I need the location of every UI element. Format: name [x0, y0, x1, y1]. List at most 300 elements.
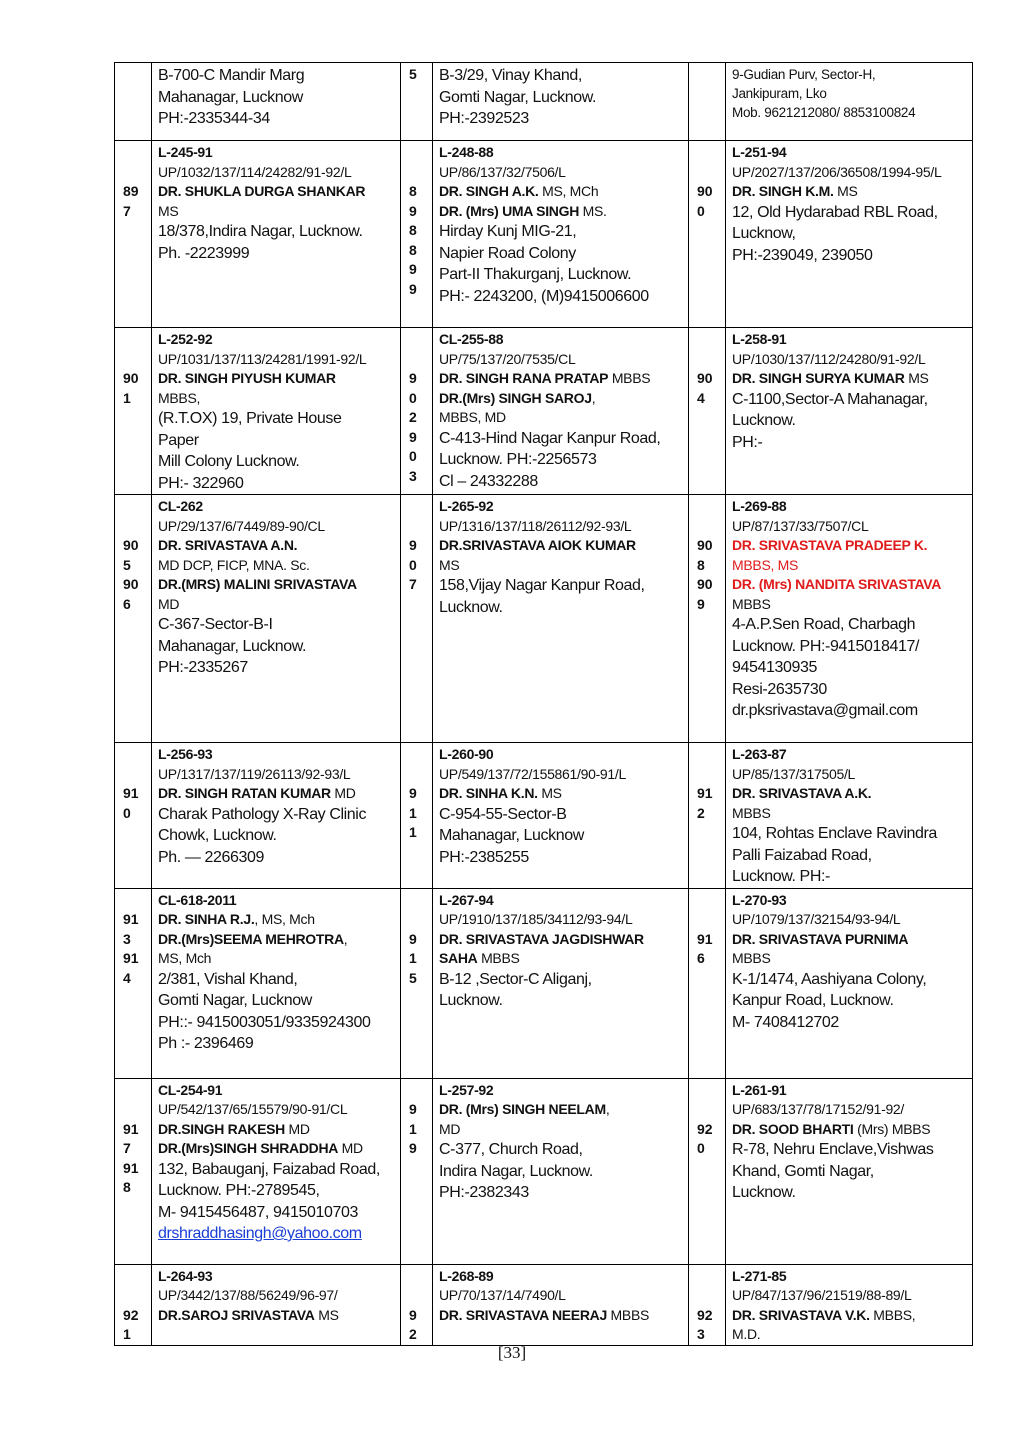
plain-text: Lucknow. PH:- — [732, 868, 830, 885]
plain-text: C-1100,Sector-A Mahanagar, — [732, 390, 928, 408]
plain-text: MD — [158, 595, 180, 612]
entry-heading-line — [158, 930, 400, 950]
serial-digit: 9 — [409, 261, 417, 277]
serial-digit: 9 — [409, 1101, 417, 1117]
bold-text: L-251-94 — [732, 144, 787, 160]
entry-text-line — [158, 614, 400, 636]
doctor-entry-cell — [726, 63, 973, 141]
serial-digit — [409, 765, 432, 785]
serial-digit: 2 — [409, 409, 417, 425]
entry-heading-line — [732, 143, 972, 163]
entry-heading-line — [732, 575, 972, 595]
bold-text: DR.(Mrs) SINGH SAROJ — [439, 389, 592, 406]
entry-text-line — [732, 679, 972, 701]
entry-text-line — [732, 517, 972, 537]
plain-text: MD DCP, FICP, MNA. Sc. — [158, 556, 310, 573]
serial-digit: 3 — [409, 467, 417, 484]
entry-heading-line — [439, 536, 688, 556]
entry-text-line — [439, 163, 688, 183]
serial-digit: 90 — [123, 370, 139, 386]
entry-text-line — [732, 1012, 972, 1034]
entry-text-line — [158, 825, 400, 847]
entry-text-line — [732, 657, 972, 679]
serial-digit: 1 — [409, 824, 417, 840]
plain-text: Hirday Kunj MIG-21, — [439, 223, 577, 240]
entry-text-line — [439, 575, 688, 597]
serial-digit: 9 — [409, 537, 417, 553]
entry-text-line — [732, 969, 972, 991]
plain-text: PH:-2335344-34 — [158, 110, 270, 127]
bold-text: DR. SRIVASTAVA NEERAJ — [439, 1306, 607, 1323]
entry-text-line — [439, 556, 688, 576]
serial-digit — [697, 163, 725, 183]
serial-digit: 90 — [697, 537, 713, 553]
plain-text: MS. — [579, 202, 607, 219]
serial-digit: 4 — [123, 969, 131, 986]
serial-digit — [697, 1286, 725, 1306]
entry-text-line — [158, 350, 400, 370]
doctor-entry-cell — [726, 743, 973, 889]
entry-text-line — [732, 84, 972, 103]
bold-text: L-248-88 — [439, 144, 494, 160]
plain-text: C-367-Sector-B-I — [158, 616, 273, 633]
serial-digit: 5 — [409, 66, 417, 82]
entry-heading-line — [439, 1267, 688, 1287]
serial-digit — [697, 745, 725, 765]
serial-digit: 5 — [409, 969, 417, 986]
bold-text: L-269-88 — [732, 498, 787, 514]
serial-digit: 2 — [409, 1326, 417, 1342]
plain-text: MS — [904, 370, 929, 386]
serial-digit — [123, 350, 151, 370]
serial-digit: 91 — [697, 785, 713, 801]
entry-text-line — [158, 765, 400, 785]
entry-text-line — [439, 408, 688, 428]
plain-text: PH:-2392523 — [439, 110, 529, 127]
serial-digit: 8 — [697, 556, 705, 573]
serial-digit — [123, 517, 151, 537]
bold-text: DR. SRIVASTAVA A.K. — [732, 785, 872, 801]
bold-text: L-258-91 — [732, 331, 787, 347]
entry-heading-line — [158, 182, 400, 202]
plain-text: UP/2027/137/206/36508/1994-95/L — [732, 163, 942, 180]
serial-digit — [697, 765, 725, 785]
bold-text: L-257-92 — [439, 1081, 494, 1098]
directory-row — [115, 63, 973, 141]
serial-digit: 1 — [123, 1326, 131, 1342]
serial-digit: 91 — [697, 930, 713, 947]
entry-text-line — [158, 1100, 400, 1120]
plain-text: UP/1030/137/112/24280/91-92/L — [732, 350, 926, 367]
entry-text-line — [439, 765, 688, 785]
serial-number-cell — [115, 495, 152, 743]
plain-text: MBBS, MS — [732, 556, 799, 573]
serial-number-cell — [401, 63, 433, 141]
serial-digit — [123, 891, 151, 911]
plain-text: MD — [439, 1120, 461, 1137]
entry-text-line — [158, 517, 400, 537]
doctor-entry-cell — [152, 328, 401, 495]
entry-text-line — [158, 847, 400, 869]
entry-text-line — [439, 1161, 688, 1183]
serial-number-cell — [689, 141, 726, 328]
serial-digit: 92 — [697, 1120, 713, 1137]
plain-text: K-1/1474, Aashiyana Colony, — [732, 970, 927, 988]
serial-digit: 91 — [123, 1120, 139, 1137]
serial-digit: 9 — [409, 370, 417, 386]
entry-text-line — [439, 910, 688, 930]
serial-number-cell — [115, 743, 152, 889]
entry-text-line — [732, 65, 972, 84]
plain-text: UP/1316/137/118/26112/92-93/L — [439, 517, 632, 534]
bold-text: CL-262 — [158, 498, 203, 514]
plain-text: Lucknow. PH:-9415018417/ — [732, 637, 919, 655]
entry-text-line — [732, 823, 972, 845]
doctor-entry-cell — [726, 141, 973, 328]
entry-text-line — [439, 990, 688, 1012]
serial-number-cell — [115, 328, 152, 495]
serial-digit: 91 — [123, 911, 139, 927]
serial-digit — [123, 1267, 151, 1287]
plain-text: B-700-C Mandir Marg — [158, 67, 305, 84]
serial-digit — [409, 910, 432, 930]
serial-number-cell — [115, 888, 152, 1078]
plain-text: UP/29/137/6/7449/89-90/CL — [158, 517, 325, 534]
serial-digit — [123, 765, 151, 785]
serial-digit: 9 — [409, 202, 417, 219]
plain-text: Mill Colony Lucknow. — [158, 453, 300, 470]
serial-number-cell — [689, 495, 726, 743]
serial-digit — [409, 497, 432, 517]
bold-text: L-265-92 — [439, 498, 494, 514]
entry-text-line — [732, 389, 972, 411]
serial-digit: 92 — [123, 1306, 139, 1323]
plain-text: (R.T.OX) 19, Private House — [158, 410, 342, 427]
plain-text: MS — [439, 556, 460, 573]
plain-text: Lucknow. — [439, 992, 503, 1009]
entry-heading-line — [439, 1100, 688, 1120]
directory-row — [115, 328, 973, 495]
entry-text-line — [732, 866, 972, 888]
entry-text-line — [732, 804, 972, 824]
entry-text-line — [158, 1286, 400, 1306]
plain-text: PH:- — [732, 433, 763, 451]
serial-digit: 2 — [697, 804, 705, 821]
plain-text: UP/1032/137/114/24282/91-92/L — [158, 163, 352, 180]
entry-text-line — [732, 636, 972, 658]
serial-number-cell — [115, 1078, 152, 1264]
plain-text: PH:- 322960 — [158, 474, 244, 492]
serial-digit: 90 — [697, 370, 713, 386]
serial-digit — [123, 1286, 151, 1306]
bold-text: SAHA — [439, 950, 478, 966]
doctor-entry-cell — [152, 1078, 401, 1264]
plain-text: C-413-Hind Nagar Kanpur Road, — [439, 429, 661, 447]
plain-text: Lucknow. — [732, 412, 796, 429]
serial-digit: 0 — [123, 804, 131, 821]
serial-digit: 9 — [409, 1306, 417, 1323]
plain-text: MS — [833, 183, 858, 199]
serial-digit — [123, 745, 151, 765]
entry-text-line — [439, 1120, 688, 1140]
serial-digit: 1 — [409, 804, 417, 821]
plain-text: Part-II Thakurganj, Lucknow. — [439, 266, 632, 283]
serial-digit — [409, 330, 432, 350]
entry-heading-line — [439, 389, 688, 409]
entry-heading-line — [158, 891, 400, 911]
directory-row — [115, 888, 973, 1078]
bold-text: L-245-91 — [158, 144, 213, 160]
entry-text-line — [732, 990, 972, 1012]
plain-text: PH:-239049, 239050 — [732, 246, 873, 264]
serial-digit: 1 — [409, 950, 417, 966]
serial-digit — [697, 497, 725, 517]
plain-text: Palli Faizabad Road, — [732, 846, 872, 864]
bold-text: L-256-93 — [158, 746, 213, 762]
entry-text-line — [158, 163, 400, 183]
serial-number-cell — [401, 328, 433, 495]
plain-text: MS, MCh — [538, 183, 599, 199]
plain-text: Chowk, Lucknow. — [158, 827, 277, 844]
serial-digit: 6 — [123, 595, 131, 612]
serial-digit: 89 — [123, 183, 139, 199]
plain-text: Lucknow. — [732, 1184, 796, 1201]
serial-digit: 0 — [409, 556, 417, 573]
plain-text: dr.pksrivastava@gmail.com — [732, 702, 918, 719]
plain-text: B-3/29, Vinay Khand, — [439, 67, 582, 84]
plain-text: Ph. -2223999 — [158, 244, 250, 262]
serial-digit: 90 — [697, 183, 713, 199]
plain-text: Napier Road Colony — [439, 244, 576, 262]
email-link[interactable]: drshraddhasingh@yahoo.com — [158, 1225, 362, 1242]
entry-heading-line — [158, 1120, 400, 1140]
serial-digit — [123, 1100, 151, 1120]
serial-digit: 0 — [409, 389, 417, 406]
serial-digit — [409, 891, 432, 911]
serial-digit — [697, 1081, 725, 1101]
doctor-entry-cell — [726, 1264, 973, 1345]
entry-text-line — [439, 108, 688, 130]
entry-heading-line — [439, 330, 688, 350]
plain-text: C-377, Church Road, — [439, 1141, 583, 1158]
serial-digit — [697, 143, 725, 163]
directory-row — [115, 495, 973, 743]
plain-text: R-78, Nehru Enclave,Vishwas — [732, 1141, 934, 1158]
serial-number-cell — [689, 743, 726, 889]
entry-heading-line — [439, 949, 688, 969]
entry-text-line — [158, 969, 400, 991]
serial-number-cell — [401, 1264, 433, 1345]
serial-number-cell — [689, 1264, 726, 1345]
plain-text: PH:- 2243200, (M)9415006600 — [439, 287, 649, 305]
entry-text-line — [158, 389, 400, 409]
serial-digit: 9 — [409, 785, 417, 801]
plain-text: Gomti Nagar, Lucknow — [158, 992, 312, 1009]
entry-heading-line — [158, 536, 400, 556]
entry-text-line — [732, 1139, 972, 1161]
entry-heading-line — [439, 497, 688, 517]
plain-text: UP/1910/137/185/34112/93-94/L — [439, 911, 633, 927]
entry-text-line — [439, 825, 688, 847]
entry-heading-line — [732, 182, 972, 202]
plain-text: MBBS — [732, 950, 771, 966]
plain-text: PH:-2335267 — [158, 659, 248, 676]
plain-text: Resi-2635730 — [732, 680, 827, 698]
plain-text: MBBS, — [869, 1306, 916, 1323]
plain-text: Mahanagar, Lucknow — [158, 88, 303, 106]
entry-text-line — [439, 597, 688, 619]
serial-digit — [409, 163, 432, 183]
serial-digit — [697, 1267, 725, 1287]
serial-digit: 1 — [123, 389, 131, 406]
plain-text: UP/1079/137/32154/93-94/L — [732, 911, 901, 927]
serial-digit: 0 — [697, 1140, 705, 1156]
plain-text: MD — [284, 1120, 310, 1137]
entry-text-line — [158, 949, 400, 969]
entry-text-line — [439, 449, 688, 471]
entry-text-line — [732, 910, 972, 930]
entry-text-line — [732, 1161, 972, 1183]
doctor-entry-cell — [152, 743, 401, 889]
serial-number-cell — [689, 888, 726, 1078]
serial-digit — [697, 1100, 725, 1120]
entry-text-line — [158, 636, 400, 658]
doctor-entry-cell — [152, 495, 401, 743]
entry-text-line — [732, 245, 972, 267]
entry-text-line — [158, 202, 400, 222]
serial-digit: 5 — [123, 556, 131, 573]
entry-heading-line — [439, 891, 688, 911]
plain-text: Mob. 9621212080/ 8853100824 — [732, 105, 916, 120]
entry-heading-line — [732, 536, 972, 556]
entry-heading-line — [158, 369, 400, 389]
serial-digit — [697, 350, 725, 370]
plain-text: UP/85/137/317505/L — [732, 765, 856, 782]
serial-digit: 8 — [409, 183, 417, 199]
entry-text-line — [158, 657, 400, 679]
entry-text-line — [732, 556, 972, 576]
plain-text: M.D. — [732, 1326, 761, 1342]
serial-digit — [409, 1267, 432, 1287]
bold-text: DR. SRIVASTAVA PRADEEP K. — [732, 537, 928, 553]
entry-text-line — [439, 1139, 688, 1161]
bold-text: DR. (Mrs) SINGH NEELAM — [439, 1101, 606, 1117]
entry-heading-line — [439, 784, 688, 804]
bold-text: CL-254-91 — [158, 1081, 223, 1098]
entry-heading-line — [732, 1267, 972, 1287]
entry-text-line — [439, 264, 688, 286]
serial-digit — [123, 1081, 151, 1101]
bold-text: DR. SOOD BHARTI — [732, 1120, 854, 1137]
serial-number-cell — [401, 743, 433, 889]
bold-text: DR. SRIVASTAVA A.N. — [158, 537, 298, 553]
entry-text-line — [732, 949, 972, 969]
entry-heading-line — [732, 784, 972, 804]
entry-text-line — [732, 700, 972, 722]
bold-text: DR.SAROJ SRIVASTAVA — [158, 1306, 315, 1323]
entry-heading-line — [439, 1306, 688, 1326]
doctor-entry-cell — [726, 1078, 973, 1264]
plain-text: Ph :- 2396469 — [158, 1035, 254, 1052]
bold-text: DR. SINGH SURYA KUMAR — [732, 370, 905, 386]
bold-text: DR.(Mrs)SINGH SHRADDHA — [158, 1140, 339, 1156]
entry-text-line — [439, 969, 688, 991]
plain-text: 9-Gudian Purv, Sector-H, — [732, 67, 876, 82]
page-number: [33] — [497, 1343, 527, 1362]
bold-text: DR.SINGH RAKESH — [158, 1120, 285, 1137]
serial-digit: 0 — [697, 202, 705, 219]
bold-text: L-264-93 — [158, 1267, 213, 1284]
serial-digit: 3 — [123, 930, 131, 947]
plain-text: UP/1317/137/119/26113/92-93/L — [158, 765, 351, 782]
directory-row — [115, 1078, 973, 1264]
entry-text-line — [732, 350, 972, 370]
plain-text: 12, Old Hydarabad RBL Road, — [732, 203, 938, 221]
doctor-entry-cell — [433, 328, 689, 495]
doctor-entry-cell — [152, 63, 401, 141]
serial-number-cell — [115, 141, 152, 328]
serial-number-cell — [401, 495, 433, 743]
serial-digit — [123, 163, 151, 183]
entry-text-line — [158, 1223, 400, 1245]
bold-text: DR. SINHA R.J. — [158, 911, 255, 927]
entry-text-line — [732, 765, 972, 785]
plain-text: Lucknow. — [439, 598, 503, 616]
plain-text: PH:-2382343 — [439, 1184, 529, 1201]
bold-text: L-261-91 — [732, 1081, 787, 1098]
doctor-entry-cell — [433, 1078, 689, 1264]
bold-text: DR. SINGH PIYUSH KUMAR — [158, 370, 336, 386]
bold-text: DR. SINHA K.N. — [439, 785, 538, 801]
plain-text: MS — [314, 1306, 339, 1323]
entry-text-line — [732, 614, 972, 636]
entry-heading-line — [732, 497, 972, 517]
entry-text-line — [439, 350, 688, 370]
plain-text: , — [343, 930, 348, 947]
plain-text: PH:-2385255 — [439, 848, 529, 866]
bold-text: DR.(Mrs)SEEMA MEHROTRA — [158, 930, 344, 947]
entry-text-line — [439, 517, 688, 537]
doctor-entry-cell — [433, 743, 689, 889]
entry-heading-line — [439, 182, 688, 202]
plain-text: M- 9415456487, 9415010703 — [158, 1203, 358, 1221]
bold-text: DR.(MRS) MALINI SRIVASTAVA — [158, 576, 357, 592]
serial-digit: 92 — [697, 1306, 713, 1323]
bold-text: L-270-93 — [732, 891, 787, 908]
entry-text-line — [439, 471, 688, 493]
plain-text: Kanpur Road, Lucknow. — [732, 992, 894, 1009]
plain-text: B-12 ,Sector-C Aliganj, — [439, 970, 592, 988]
entry-text-line — [732, 202, 972, 224]
entry-heading-line — [158, 745, 400, 765]
doctor-entry-cell — [152, 1264, 401, 1345]
entry-text-line — [158, 1159, 400, 1181]
entry-heading-line — [732, 369, 972, 389]
entry-heading-line — [732, 891, 972, 911]
entry-heading-line — [158, 1267, 400, 1287]
serial-digit: 8 — [123, 1179, 131, 1195]
entry-text-line — [439, 428, 688, 450]
doctor-entry-cell — [726, 328, 973, 495]
serial-digit — [409, 745, 432, 765]
entry-heading-line — [439, 1081, 688, 1101]
entry-text-line — [158, 595, 400, 615]
serial-digit — [409, 350, 432, 370]
plain-text: 4-A.P.Sen Road, Charbagh — [732, 616, 916, 633]
serial-digit: 9 — [409, 280, 417, 297]
entry-text-line — [158, 1202, 400, 1224]
serial-number-cell — [401, 141, 433, 328]
